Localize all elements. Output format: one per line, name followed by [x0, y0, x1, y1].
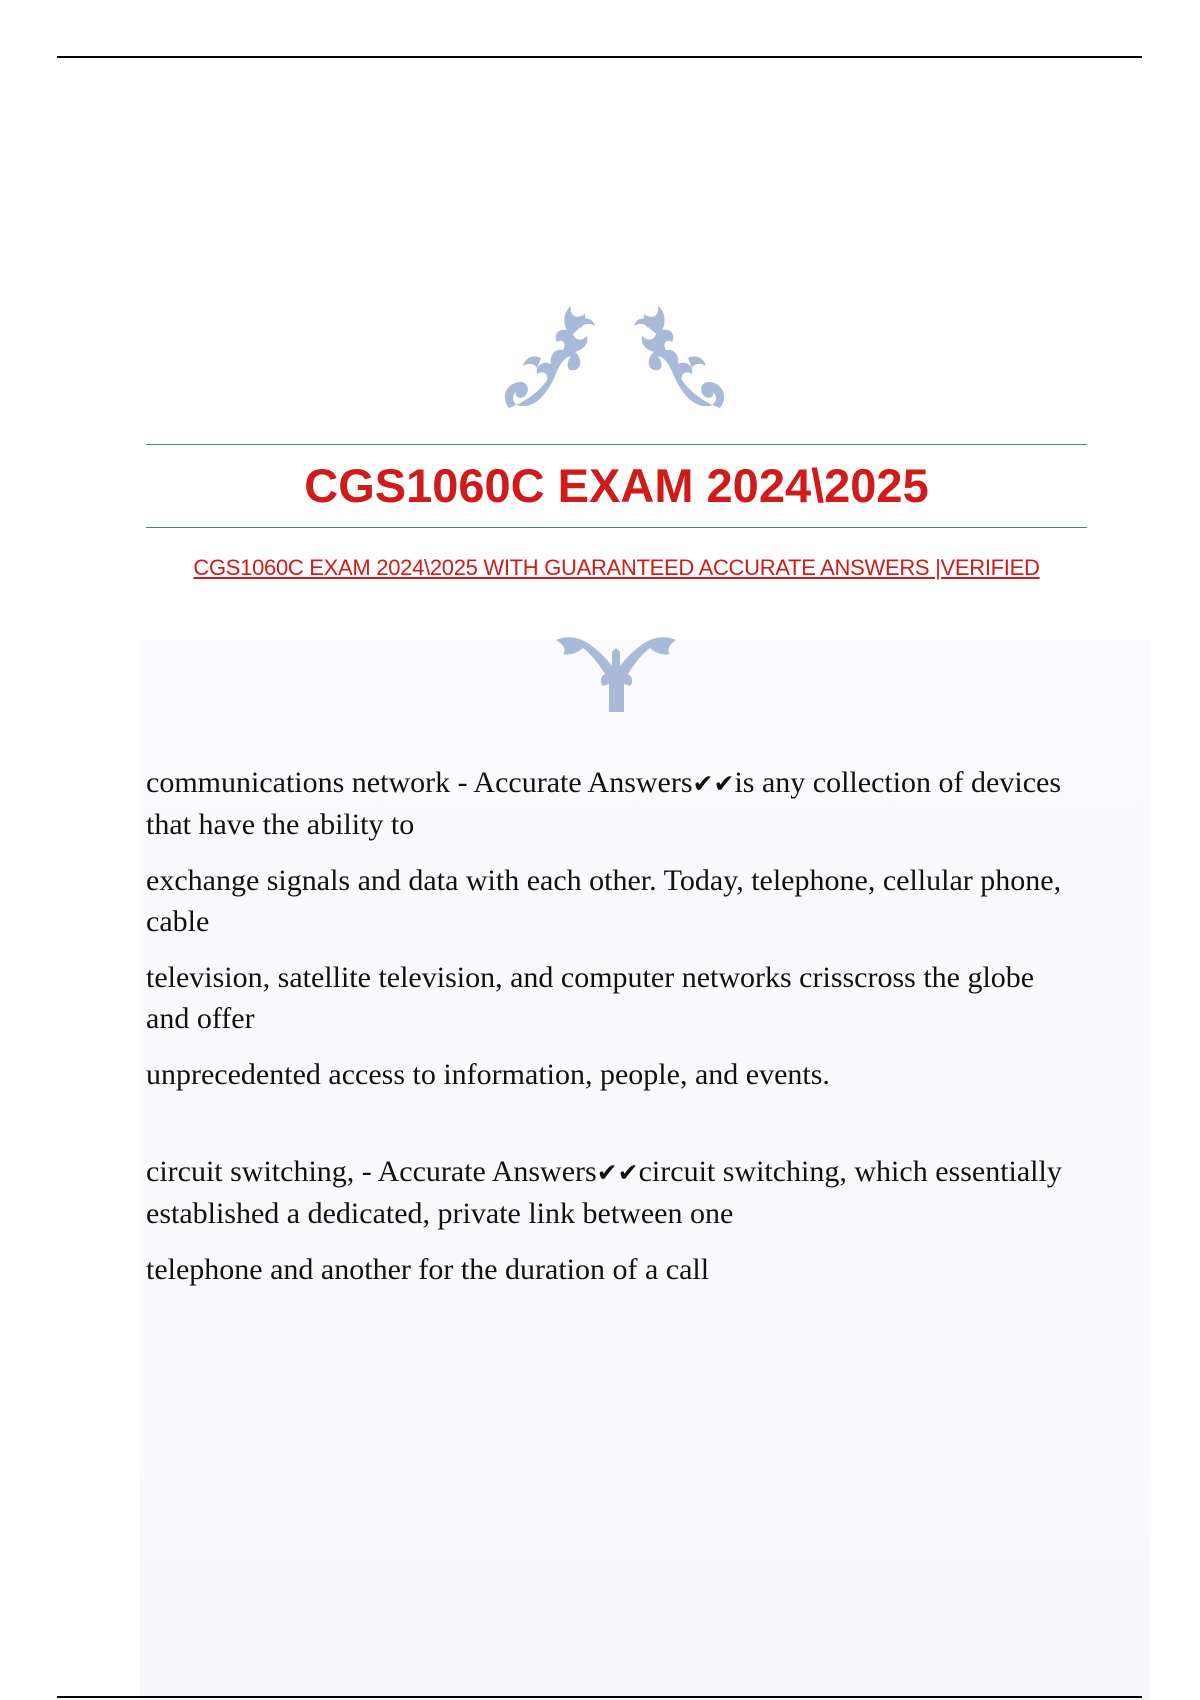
checkmark-icon: ✔✔ [596, 1158, 639, 1187]
header-rule [57, 56, 1142, 58]
qa-entry [146, 762, 1066, 1095]
document-title: CGS1060C EXAM 2024\2025 [304, 459, 929, 512]
entry-term: circuit switching, - Accurate Answers [146, 1155, 597, 1188]
entry-answer: is any collection of devices that have the ability to [146, 766, 1061, 841]
entry-first-line [146, 1151, 1066, 1234]
entry-continuation: exchange signals and data with each other. Today, telephone, cellular phone, cable [146, 864, 1062, 938]
entry-first-line [146, 762, 1066, 845]
entry-continuation: telephone and another for the duration of a call [146, 1253, 710, 1286]
document-body [146, 762, 1066, 1305]
qa-entry [146, 1151, 1066, 1290]
fleuron-ornament-icon [554, 632, 679, 712]
entry-continuation: unprecedented access to information, people, and events. [146, 1058, 830, 1091]
title-rule-top [146, 444, 1087, 445]
document-subtitle: CGS1060C EXAM 2024\2025 WITH GUARANTEED ACCURATE ANSWERS |VERIFIED [193, 555, 1040, 580]
entry-term: communications network - Accurate Answers [146, 766, 693, 799]
entry-spacer [146, 1110, 1066, 1151]
checkmark-icon: ✔✔ [692, 769, 735, 798]
title-rule-bottom [146, 527, 1087, 528]
footer-rule [57, 1696, 1142, 1698]
entry-continuation: television, satellite television, and computer networks crisscross the globe and offer [146, 961, 1035, 1035]
floral-ornament-icon [497, 298, 732, 424]
entry-answer: circuit switching, which essentially established a dedicated, private link between one [146, 1155, 1062, 1230]
